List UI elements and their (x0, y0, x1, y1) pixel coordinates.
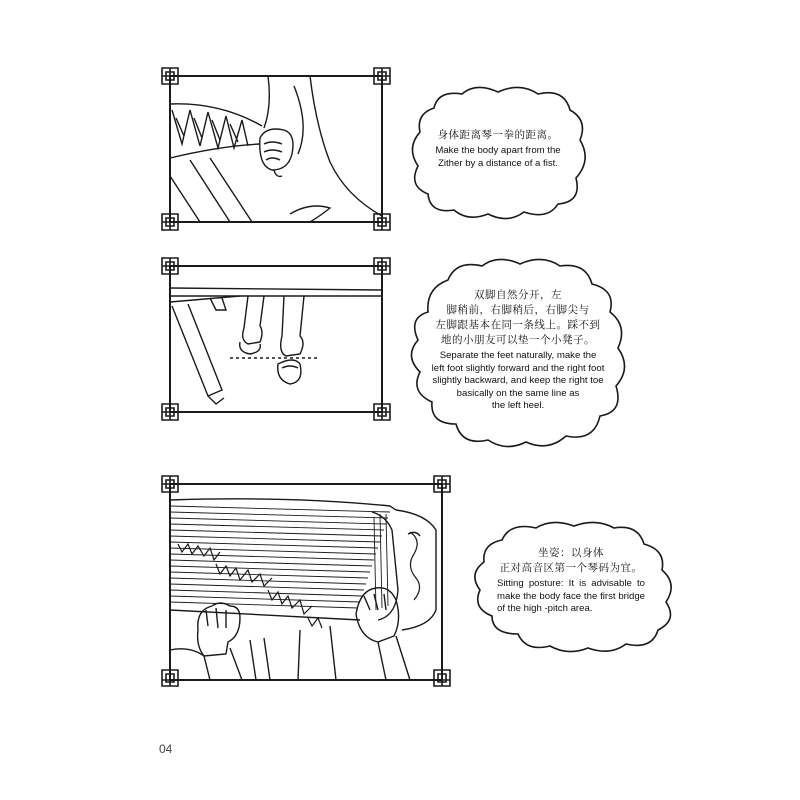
caption-en-line: slightly backward, and keep the right toe (432, 375, 604, 387)
caption-en-line: left foot slightly forward and the right foot (431, 362, 605, 374)
zither-body (170, 288, 382, 404)
player-body (170, 626, 410, 680)
caption-en-line: the left heel. (491, 400, 545, 412)
caption-en: Make the body apart from the Zither by a distance of a fist. (435, 145, 561, 169)
caption-bubble-2 (396, 256, 636, 450)
caption-zh-line: 双脚自然分开，左 (474, 289, 562, 301)
caption-zh-line: 左脚跟基本在同一条线上。踩不到 (435, 319, 601, 331)
illustration-panel-2 (160, 256, 392, 422)
corner-ornament (162, 68, 390, 230)
caption-zh-line: 坐姿：以身体 (538, 547, 604, 559)
corner-ornament (162, 258, 390, 420)
caption-bubble-1 (404, 84, 590, 224)
caption-en-line: basically on the same line as (456, 387, 580, 399)
corner-ornament (162, 476, 450, 686)
page-number: 04 (159, 742, 173, 756)
caption-zh: 身体距离琴一拳的距离。 (437, 129, 559, 141)
player-figure (260, 76, 382, 222)
panel-frame (170, 76, 382, 222)
illustration-panel-3 (160, 470, 452, 688)
caption-zh-line: 正对高音区第一个琴码为宜。 (499, 562, 643, 574)
player-legs (240, 296, 304, 384)
zither-body (170, 104, 262, 222)
caption-en-line: Separate the feet naturally, make the (439, 350, 597, 361)
caption-zh-line: 地的小朋友可以垫一个小凳子。 (441, 334, 595, 346)
caption-zh-line: 脚稍前，右脚稍后，右脚尖与 (446, 304, 590, 316)
caption-bubble-3 (456, 520, 688, 654)
caption-en: Sitting posture: It is advisable to make the body face the first bridge of the high -pitch area. (497, 578, 645, 615)
illustration-panel-1 (160, 66, 392, 232)
